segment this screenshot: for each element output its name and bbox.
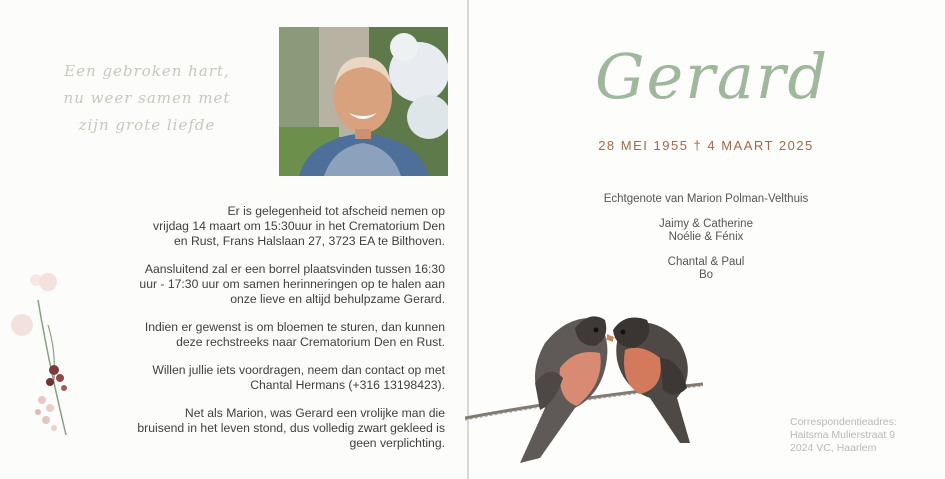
text-line: onze lieve en altijd behulpzame Gerard. xyxy=(230,292,445,306)
text-line: Willen jullie iets voordragen, neem dan contact op met xyxy=(152,363,445,377)
text-line: Indien er gewenst is om bloemen te sturen, dan kunnen xyxy=(144,320,445,334)
paragraph-farewell xyxy=(110,204,445,249)
text-line: uur - 17:30 uur om samen herinneringen op te halen aan xyxy=(139,277,445,291)
spouse-line: Echtgenote van Marion Polman-Velthuis xyxy=(603,193,809,205)
address-label: Correspondentieadres: xyxy=(790,416,897,428)
family-line: Noélie & Fénix xyxy=(668,231,744,243)
address-city: 2024 VC, Haarlem xyxy=(790,442,877,454)
family-line: Chantal & Paul xyxy=(667,256,745,268)
text-line: vrijdag 14 maart om 15:30uur in het Crematorium Den xyxy=(153,219,445,233)
text-line: geen verplichting. xyxy=(349,436,445,450)
paragraph-reception xyxy=(110,262,445,307)
family-line: Bo xyxy=(698,269,714,281)
family-line: Jaimy & Catherine xyxy=(659,218,753,230)
portrait-photo xyxy=(279,27,448,176)
text-line: Er is gelegenheid tot afscheid nemen op xyxy=(227,204,445,218)
text-line: Net als Marion, was Gerard een vrolijke man die xyxy=(184,406,445,420)
life-dates: 28 MEI 1955 † 4 MAART 2025 xyxy=(598,138,814,153)
watercolor-birds-illustration xyxy=(465,288,705,468)
script-quote xyxy=(42,58,252,139)
family-list xyxy=(590,193,822,282)
deceased-name: Gerard xyxy=(595,40,830,113)
paragraph-dresscode xyxy=(110,406,445,451)
quote-line-1: Een gebroken hart, xyxy=(64,62,230,80)
paragraph-flowers xyxy=(110,320,445,350)
quote-line-3: zijn grote liefde xyxy=(78,116,216,134)
correspondence-address xyxy=(790,416,930,455)
text-line: en Rust, Frans Halslaan 27, 3723 EA te Bilthoven. xyxy=(174,234,445,248)
ceremony-text xyxy=(110,204,445,464)
text-line: deze rechstreeks naar Crematorium Den en Rust. xyxy=(176,335,445,349)
text-line: Chantal Hermans (+316 13198423). xyxy=(250,378,445,392)
quote-line-2: nu weer samen met xyxy=(63,89,231,107)
left-panel xyxy=(0,0,468,479)
text-line: bruisend in het leven stond, dus volledig zwart gekleed is xyxy=(137,421,445,435)
address-street: Haitsma Mulierstraat 9 xyxy=(790,429,896,441)
paragraph-contact xyxy=(110,363,445,393)
text-line: Aansluitend zal er een borrel plaatsvinden tussen 16:30 xyxy=(144,262,445,276)
watercolor-flowers-illustration xyxy=(8,270,83,445)
